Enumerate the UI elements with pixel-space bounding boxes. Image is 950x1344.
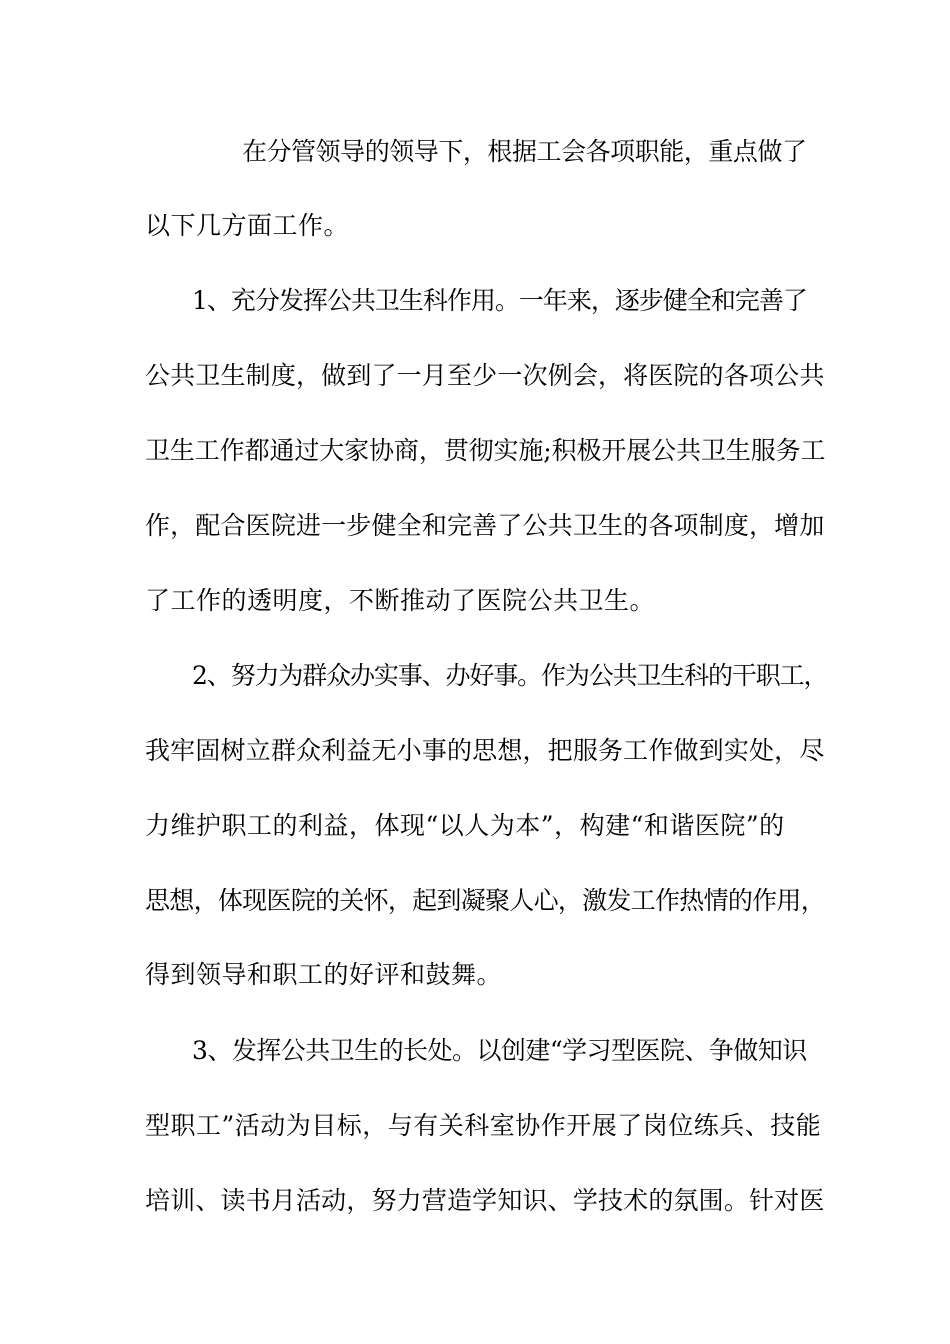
- text-line: 作，配合医院进一步健全和完善了公共卫生的各项制度，增加: [145, 511, 825, 540]
- text-line: 我牢固树立群众利益无小事的思想，把服务工作做到实处，尽: [145, 736, 825, 765]
- text-line: 得到领导和职工的好评和鼓舞。: [145, 960, 503, 989]
- text-line: 1、充分发挥公共卫生科作用。一年来，逐步健全和完善了: [192, 286, 807, 315]
- text-line: 以下几方面工作。: [145, 211, 350, 240]
- text-line: 2、努力为群众办实事、办好事。作为公共卫生科的干职工，: [192, 661, 828, 690]
- text-line: 3、发挥公共卫生的长处。以创建“学习型医院、争做知识: [192, 1036, 807, 1065]
- text-line: 力维护职工的利益，体现“以人为本”，构建“和谐医院”的: [145, 811, 785, 840]
- text-line: 型职工”活动为目标，与有关科室协作开展了岗位练兵、技能: [145, 1111, 822, 1140]
- text-line: 卫生工作都通过大家协商，贯彻实施;积极开展公共卫生服务工: [145, 436, 826, 465]
- text-line: 培训、读书月活动，努力营造学知识、学技术的氛围。针对医: [145, 1186, 825, 1215]
- text-line: 在分管领导的领导下，根据工会各项职能，重点做了: [242, 137, 807, 166]
- text-line: 思想，体现医院的关怀，起到凝聚人心，激发工作热情的作用，: [145, 886, 826, 915]
- text-line: 公共卫生制度，做到了一月至少一次例会，将医院的各项公共: [145, 361, 825, 390]
- text-line: 了工作的透明度，不断推动了医院公共卫生。: [145, 586, 656, 615]
